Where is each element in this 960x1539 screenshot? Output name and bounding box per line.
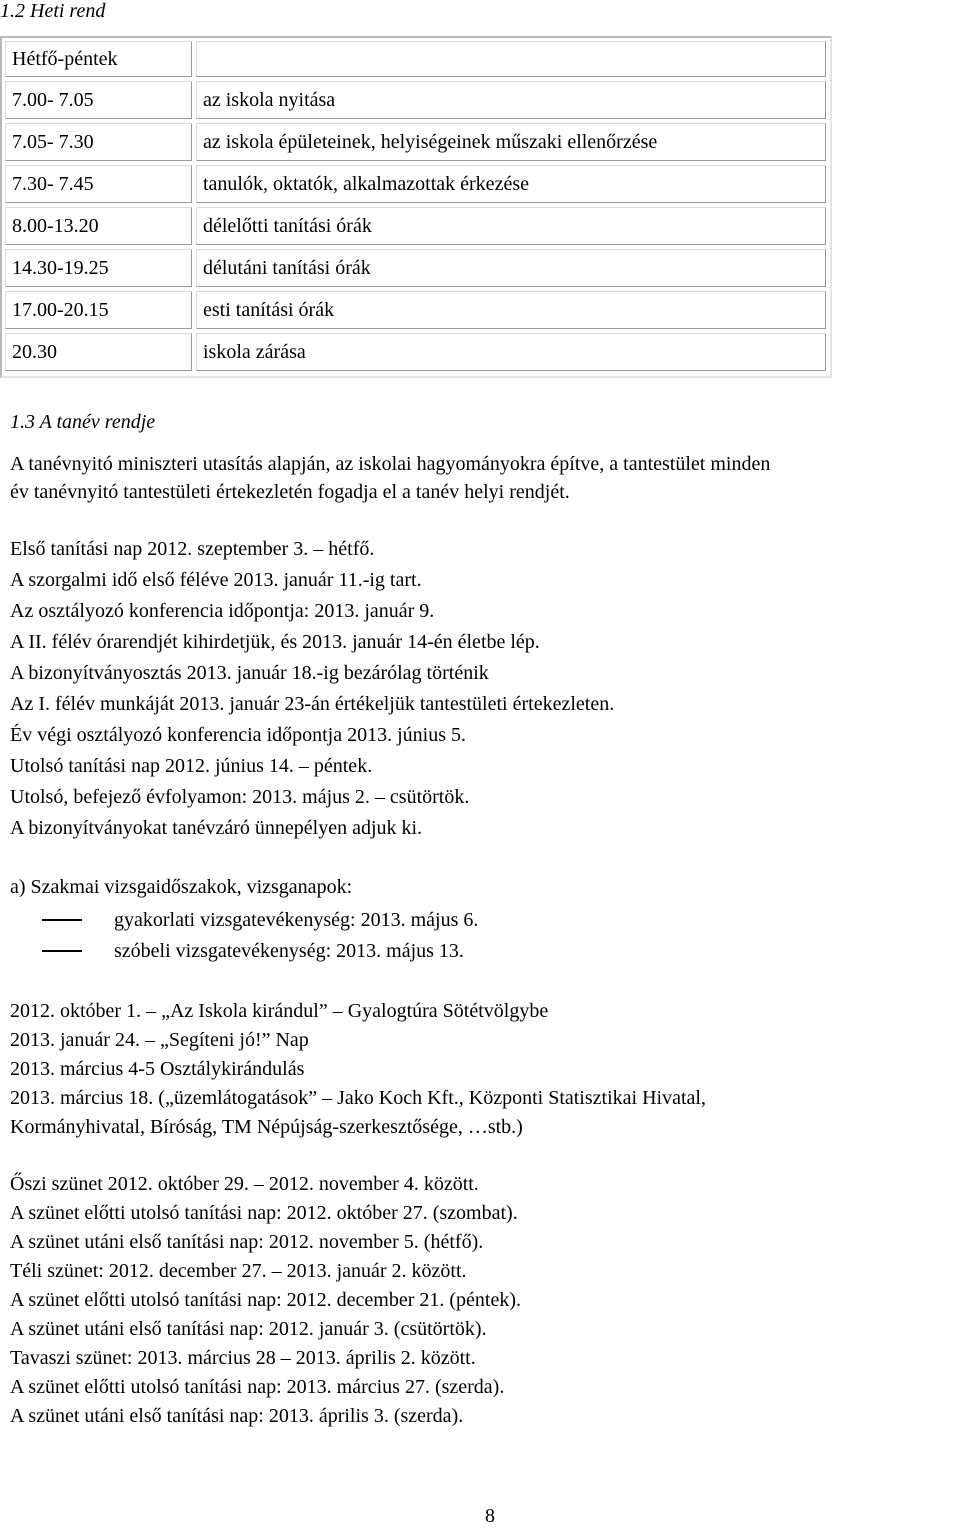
table-cell-event: esti tanítási órák bbox=[196, 291, 826, 329]
holiday-line: Tavaszi szünet: 2013. március 28 – 2013. április 2. között. bbox=[10, 1347, 476, 1369]
event-line: Kormányhivatal, Bíróság, TM Népújság-szerkesztősége, …stb.) bbox=[10, 1116, 523, 1138]
event-line: 2013. január 24. – „Segíteni jó!” Nap bbox=[10, 1029, 309, 1051]
date-line: A bizonyítványokat tanévzáró ünnepélyen adjuk ki. bbox=[10, 817, 423, 839]
list-dash bbox=[42, 950, 82, 952]
table-cell-event: az iskola nyitása bbox=[196, 81, 826, 119]
table-cell-time: 17.00-20.15 bbox=[5, 291, 192, 329]
section-year-heading: 1.3 A tanév rendje bbox=[10, 411, 156, 433]
date-line: Az osztályozó konferencia időpontja: 2013. január 9. bbox=[10, 600, 435, 622]
table-cell-time: 7.30- 7.45 bbox=[5, 165, 192, 203]
table-cell-event: az iskola épületeinek, helyiségeinek műszaki ellenőrzése bbox=[196, 123, 826, 161]
table-cell-time: 8.00-13.20 bbox=[5, 207, 192, 245]
date-line: Utolsó, befejező évfolyamon: 2013. május 2. – csütörtök. bbox=[10, 786, 470, 808]
holiday-line: A szünet előtti utolsó tanítási nap: 2012. december 21. (péntek). bbox=[10, 1289, 521, 1311]
holiday-line: A szünet utáni első tanítási nap: 2012. november 5. (hétfő). bbox=[10, 1231, 484, 1253]
list-dash bbox=[42, 919, 82, 921]
weekly-schedule-table bbox=[0, 36, 832, 378]
date-line: Év végi osztályozó konferencia időpontja 2013. június 5. bbox=[10, 724, 467, 746]
date-line: A bizonyítványosztás 2013. január 18.-ig bezárólag történik bbox=[10, 662, 489, 684]
date-line: A szorgalmi idő első féléve 2013. január 11.-ig tart. bbox=[10, 569, 422, 591]
table-cell-time: 14.30-19.25 bbox=[5, 249, 192, 287]
exam-item: gyakorlati vizsgatevékenység: 2013. május 6. bbox=[114, 909, 479, 931]
section-week-heading: 1.2 Heti rend bbox=[0, 0, 106, 22]
table-cell-event bbox=[196, 41, 826, 77]
exam-item: szóbeli vizsgatevékenység: 2013. május 13. bbox=[114, 940, 464, 962]
date-line: A II. félév órarendjét kihirdetjük, és 2013. január 14-én életbe lép. bbox=[10, 631, 540, 653]
event-line: 2013. március 18. („üzemlátogatások” – Jako Koch Kft., Központi Statisztikai Hivatal, bbox=[10, 1087, 706, 1109]
holiday-line: A szünet előtti utolsó tanítási nap: 2012. október 27. (szombat). bbox=[10, 1202, 518, 1224]
exam-heading: a) Szakmai vizsgaidőszakok, vizsganapok: bbox=[10, 876, 353, 898]
table-cell-time: 7.00- 7.05 bbox=[5, 81, 192, 119]
intro-line: év tanévnyitó tantestületi értekezletén fogadja el a tanév helyi rendjét. bbox=[10, 481, 570, 503]
holiday-line: A szünet utáni első tanítási nap: 2013. április 3. (szerda). bbox=[10, 1405, 464, 1427]
holiday-line: A szünet utáni első tanítási nap: 2012. január 3. (csütörtök). bbox=[10, 1318, 487, 1340]
holiday-line: Téli szünet: 2012. december 27. – 2013. január 2. között. bbox=[10, 1260, 467, 1282]
table-cell-event: délelőtti tanítási órák bbox=[196, 207, 826, 245]
date-line: Utolsó tanítási nap 2012. június 14. – péntek. bbox=[10, 755, 373, 777]
table-cell-event: délutáni tanítási órák bbox=[196, 249, 826, 287]
table-cell-time: 7.05- 7.30 bbox=[5, 123, 192, 161]
holiday-line: A szünet előtti utolsó tanítási nap: 2013. március 27. (szerda). bbox=[10, 1376, 505, 1398]
date-line: Első tanítási nap 2012. szeptember 3. – hétfő. bbox=[10, 538, 375, 560]
table-cell-time: Hétfő-péntek bbox=[5, 41, 192, 77]
table-cell-time: 20.30 bbox=[5, 333, 192, 371]
intro-line: A tanévnyitó miniszteri utasítás alapján, az iskolai hagyományokra építve, a tantestület minden bbox=[10, 453, 771, 475]
table-cell-event: iskola zárása bbox=[196, 333, 826, 371]
table-cell-event: tanulók, oktatók, alkalmazottak érkezése bbox=[196, 165, 826, 203]
date-line: Az I. félév munkáját 2013. január 23-án értékeljük tantestületi értekezleten. bbox=[10, 693, 615, 715]
page-number: 8 bbox=[485, 1505, 495, 1527]
event-line: 2013. március 4-5 Osztálykirándulás bbox=[10, 1058, 305, 1080]
holiday-line: Őszi szünet 2012. október 29. – 2012. november 4. között. bbox=[10, 1173, 479, 1195]
event-line: 2012. október 1. – „Az Iskola kirándul” – Gyalogtúra Sötétvölgybe bbox=[10, 1000, 549, 1022]
